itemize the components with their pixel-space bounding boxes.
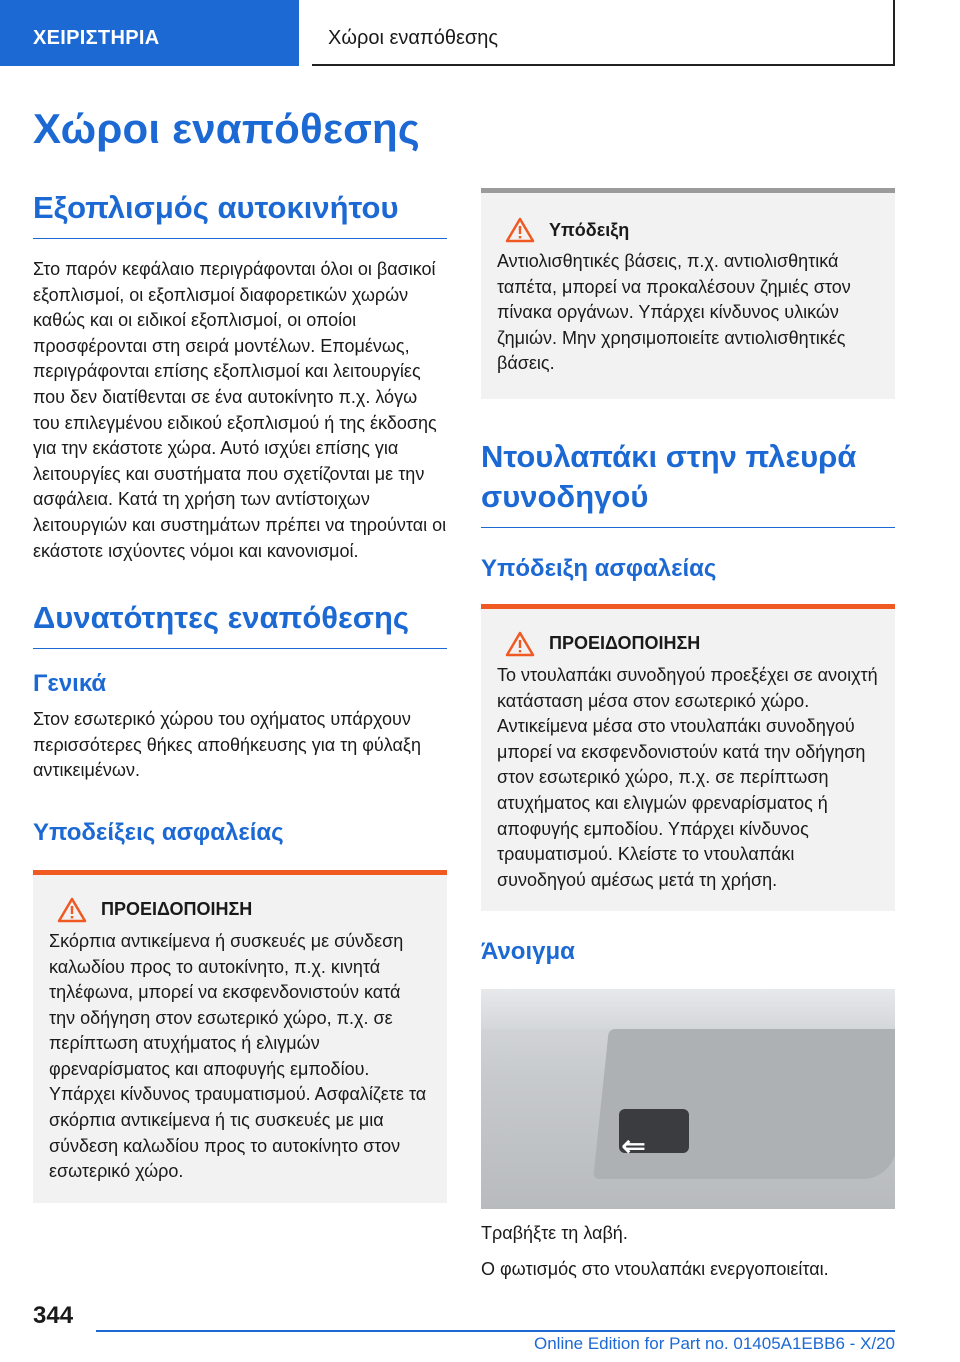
warning-triangle-icon	[57, 897, 87, 923]
step-2: Ο φωτισμός στο ντουλαπάκι ενεργοποιείται.	[481, 1258, 829, 1279]
footer-divider	[96, 1330, 895, 1332]
note-text: Αντιολισθητικές βάσεις, π.χ. αντιολισθητικά ταπέτα, μπορεί να προκαλέσουν ζημιές στον πίνακα οργάνων. Υπάρχει κίνδυνος υλικών ζημιών. Μην χρησιμοποιείτε αντιολισθητικές βάσεις.	[497, 251, 851, 374]
warning-text: Το ντουλαπάκι συνοδηγού προεξέχει σε ανοιχτή κατάσταση μέσα στον εσωτερικό χώρο. Αντικείμενα μέσα στο ντουλαπάκι συνοδηγού μπορεί να εκσφενδονιστούν κατά την οδήγηση στον εσωτερικό χώρο, π.χ. σε περίπτωση ατυχήματος και ελιγμών φρεναρίσματος ή αποφυγής εμποδίου. Υπάρχει κίνδυνος τραυματισμού. Κλείστε το ντουλαπάκι συνοδηγού αμέσως μετά τη χρήση.	[497, 664, 878, 890]
note-box	[481, 188, 895, 399]
general-heading: Γενικά	[33, 670, 107, 698]
pull-arrow-icon: ⇐	[621, 1130, 647, 1164]
storage-heading: Δυνατότητες εναπόθεσης	[33, 598, 447, 649]
left-column	[33, 188, 447, 1203]
note-title: Υπόδειξη	[549, 219, 630, 240]
warning-title: ΠΡΟΕΙΔΟΠΟΙΗΣΗ	[101, 899, 253, 920]
warning-triangle-icon	[505, 217, 535, 243]
glovebox-photo	[481, 989, 895, 1209]
warning-box	[33, 870, 447, 1203]
opening-heading: Άνοιγμα	[481, 938, 575, 966]
general-text: Στον εσωτερικό χώρου του οχήματος υπάρχουν περισσότερες θήκες αποθήκευσης για τη φύλαξη αντικειμένων.	[33, 709, 421, 781]
glovebox-heading: Ντουλαπάκι στην πλευρά συνοδηγού	[481, 437, 895, 528]
step-1: Τραβήξτε τη λαβή.	[481, 1223, 628, 1244]
equipment-text: Στο παρόν κεφάλαιο περιγράφονται όλοι οι βασικοί εξοπλισμοί, οι εξοπλισμοί διαφορετικών χωρών καθώς και οι ειδικοί εξοπλισμοί, οι οποίοι προσφέρονται στη σειρά μοντέλων. Επομένως, περιγράφονται επίσης εξοπλισμοί και λειτουργίες που δεν διατίθενται σε ένα αυτοκίνητο π.χ. λόγω του επιλεγμένου ειδικού εξοπλισμού ή της έκδοσης για την εκάστοτε χώρα. Αυτό ισχύει επίσης για λειτουργίες και συστήματα που σχετίζονται με την ασφάλεια. Κατά τη χρήση των αντίστοιχων λειτουργιών και συστημάτων πρέπει να τηρούνται οι εκάστοτε ισχύοντες νόμοι και κανονισμοί.	[33, 259, 447, 561]
warning-title: ΠΡΟΕΙΔΟΠΟΙΗΣΗ	[549, 633, 701, 654]
warning-triangle-icon	[505, 631, 535, 657]
page-number: 344	[33, 1302, 74, 1329]
warning-box	[481, 604, 895, 911]
safety-note-heading: Υπόδειξη ασφαλείας	[481, 554, 717, 582]
footer-edition: Online Edition for Part no. 01405A1EBB6 - X/20	[533, 1334, 895, 1353]
section-tab[interactable]: ΧΕΙΡΙΣΤΗΡΙΑ	[0, 0, 299, 66]
warning-text: Σκόρπια αντικείμενα ή συσκευές με σύνδεση καλωδίου προς το αυτοκίνητο, π.χ. κινητά τηλέφωνα, μπορεί να εκσφενδονιστούν κατά την οδήγηση στον εσωτερικό χώρο, π.χ. σε περίπτωση ατυχήματος ή ελιγμών φρεναρίσματος και αποφυγής εμποδίου. Υπάρχει κίνδυνος τραυματισμού. Ασφαλίζετε τα σκόρπια αντικείμενα ή τις συσκευές με μια σύνδεση καλωδίου προς το αυτοκίνητο στον εσωτερικό χώρο.	[49, 930, 427, 1182]
right-column	[481, 188, 895, 1283]
page-title: Χώροι εναπόθεσης	[33, 105, 420, 152]
equipment-heading: Εξοπλισμός αυτοκινήτου	[33, 188, 447, 239]
safety-heading: Υποδείξεις ασφαλείας	[33, 818, 284, 846]
breadcrumb: Χώροι εναπόθεσης	[312, 0, 895, 66]
